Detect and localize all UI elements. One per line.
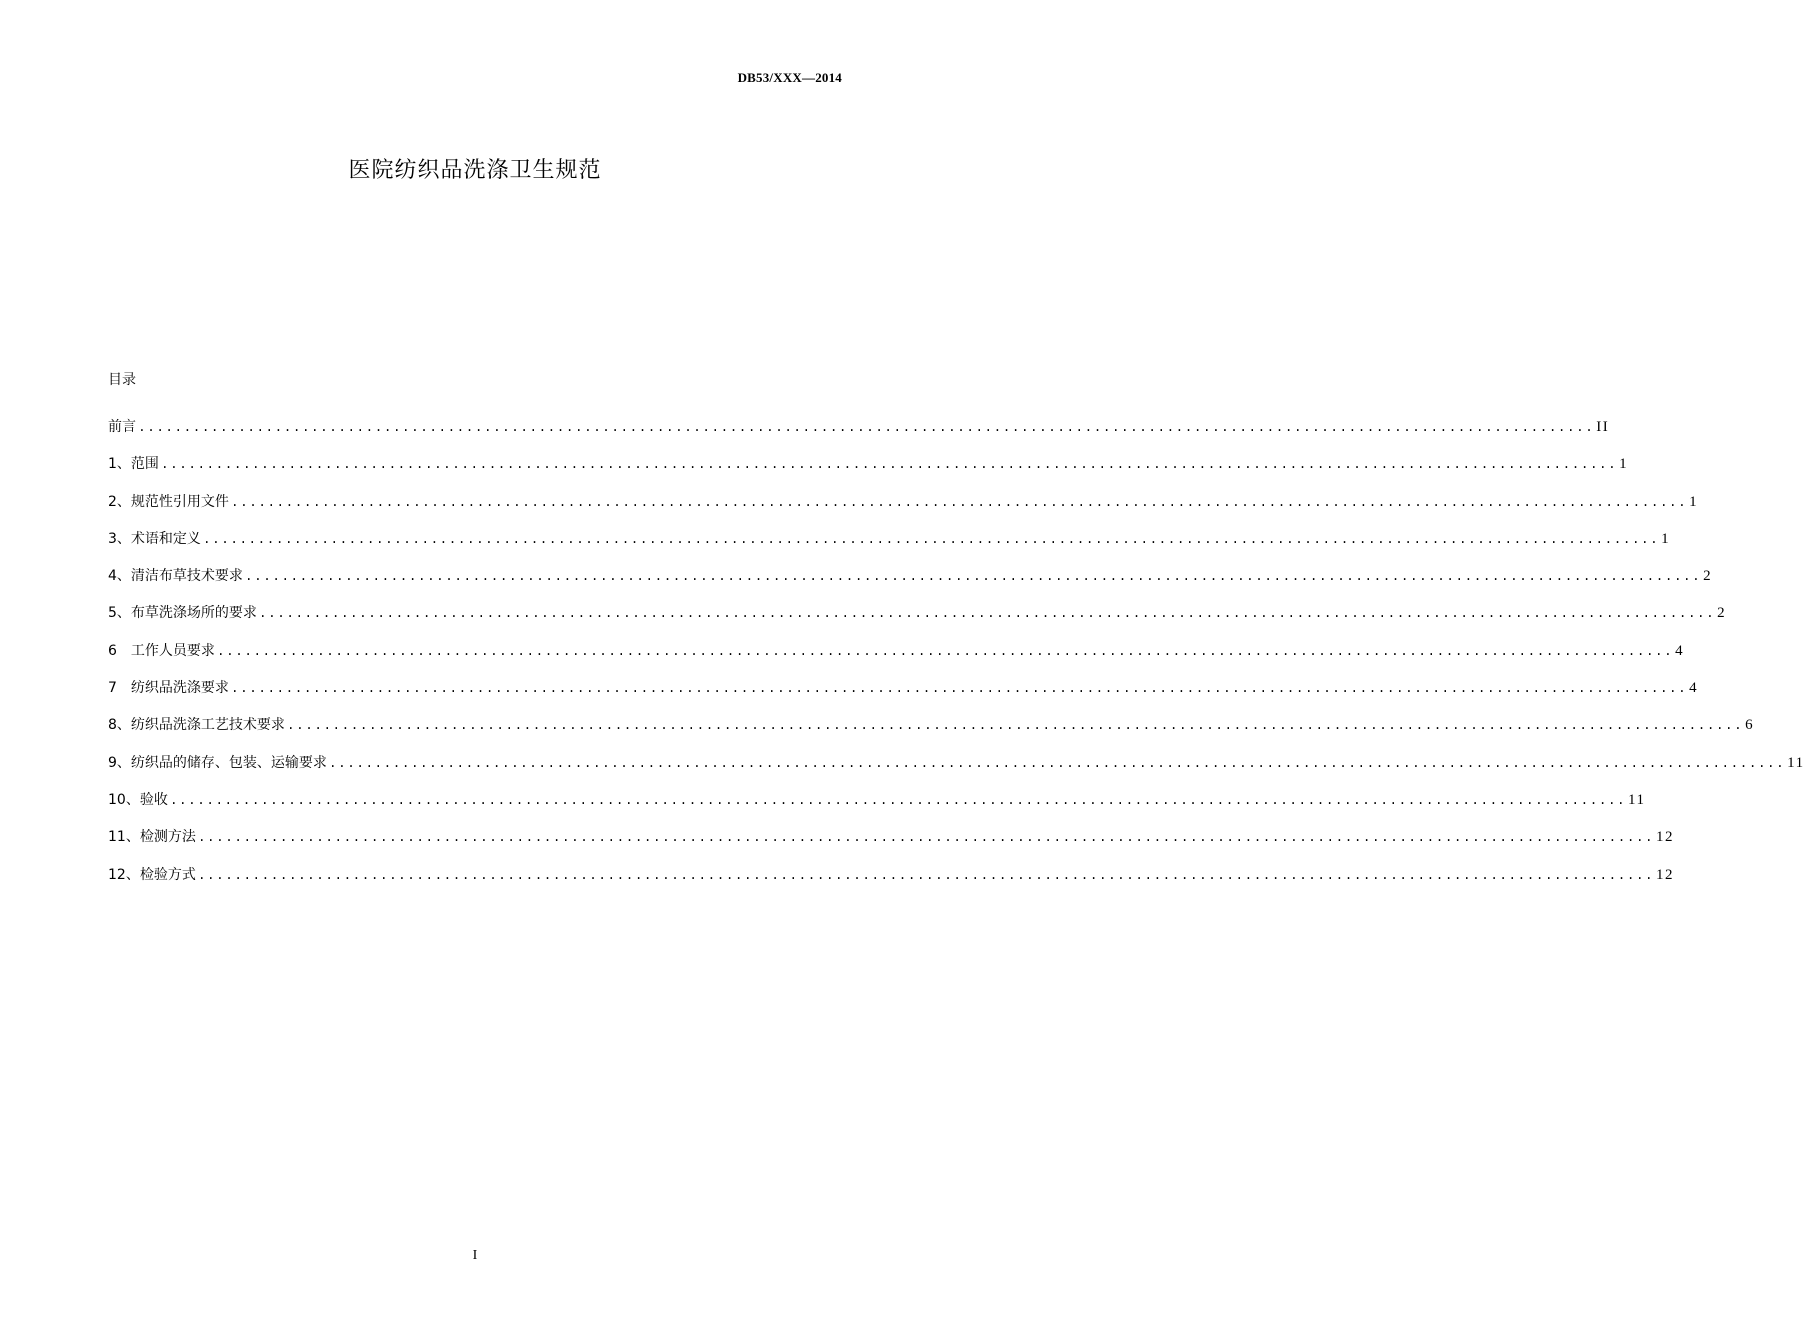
- toc-dot-leader: ................................................................................................................................................................: [230, 681, 1688, 697]
- toc-entry[interactable]: [108, 453, 1629, 490]
- toc-dot-leader: ................................................................................................................................................................: [138, 420, 1595, 435]
- toc-entry-page[interactable]: 11: [1787, 754, 1805, 771]
- toc-entry[interactable]: [108, 864, 1675, 901]
- toc-entry-page[interactable]: 2: [1717, 605, 1727, 622]
- toc-dot-leader: ................................................................................................................................................................: [202, 531, 1660, 547]
- toc-entry-page[interactable]: 12: [1656, 866, 1675, 883]
- toc-entry-page[interactable]: 4: [1675, 642, 1685, 659]
- toc-entry-page[interactable]: 12: [1656, 829, 1675, 846]
- toc-entry-page[interactable]: 1: [1689, 493, 1699, 510]
- toc-entry-page[interactable]: 4: [1689, 680, 1699, 697]
- toc-dot-leader: ................................................................................................................................................................: [197, 830, 1655, 846]
- toc-entry-page[interactable]: 11: [1628, 791, 1646, 808]
- page-number: I: [472, 1248, 478, 1263]
- toc-entry-label[interactable]: 11、检测方法: [108, 829, 196, 846]
- table-of-contents: [108, 416, 1805, 901]
- toc-entry-label[interactable]: 5、布草洗涤场所的要求: [108, 605, 257, 622]
- toc-dot-leader: ................................................................................................................................................................: [230, 494, 1688, 510]
- toc-entry-label[interactable]: 4、清洁布草技术要求: [108, 568, 243, 585]
- toc-entry[interactable]: [108, 826, 1675, 863]
- toc-entry-label[interactable]: 前言: [108, 419, 136, 435]
- toc-dot-leader: ................................................................................................................................................................: [328, 755, 1786, 771]
- toc-entry-label[interactable]: 3、术语和定义: [108, 530, 201, 547]
- toc-entry-label[interactable]: 7 纺织品洗涤要求: [108, 680, 229, 697]
- toc-entry[interactable]: [108, 789, 1646, 826]
- document-code: DB53/XXX—2014: [737, 70, 842, 85]
- toc-entry[interactable]: [108, 640, 1685, 677]
- toc-entry-label[interactable]: 1、范围: [108, 456, 159, 473]
- toc-dot-leader: ................................................................................................................................................................: [286, 718, 1744, 734]
- toc-heading: 目录: [108, 372, 136, 388]
- document-title: 医院纺织品洗涤卫生规范: [348, 158, 602, 183]
- toc-entry-page[interactable]: 6: [1745, 717, 1755, 734]
- toc-dot-leader: ................................................................................................................................................................: [258, 606, 1716, 622]
- toc-entry-page[interactable]: 2: [1703, 568, 1713, 585]
- toc-entry-label[interactable]: 10、验收: [108, 791, 168, 808]
- toc-dot-leader: ................................................................................................................................................................: [216, 643, 1674, 659]
- toc-entry-label[interactable]: 2、规范性引用文件: [108, 493, 229, 510]
- toc-entry-label[interactable]: 6 工作人员要求: [108, 642, 215, 659]
- toc-entry[interactable]: [108, 528, 1671, 565]
- toc-entry[interactable]: [108, 714, 1755, 751]
- toc-entry-label[interactable]: 12、检验方式: [108, 866, 196, 883]
- toc-entry[interactable]: [108, 677, 1699, 714]
- toc-entry-page[interactable]: 1: [1619, 456, 1629, 473]
- toc-entry[interactable]: [108, 416, 1610, 453]
- toc-dot-leader: ................................................................................................................................................................: [244, 569, 1702, 585]
- toc-dot-leader: ................................................................................................................................................................: [197, 867, 1655, 883]
- toc-entry-page[interactable]: II: [1596, 419, 1610, 435]
- toc-dot-leader: ................................................................................................................................................................: [160, 457, 1618, 473]
- toc-entry[interactable]: [108, 491, 1699, 528]
- toc-entry-page[interactable]: 1: [1661, 530, 1671, 547]
- toc-dot-leader: ................................................................................................................................................................: [169, 792, 1627, 808]
- toc-entry-label[interactable]: 8、纺织品洗涤工艺技术要求: [108, 717, 285, 734]
- toc-entry[interactable]: [108, 752, 1805, 789]
- toc-entry-label[interactable]: 9、纺织品的储存、包装、运输要求: [108, 754, 327, 771]
- toc-entry[interactable]: [108, 565, 1713, 602]
- toc-entry[interactable]: [108, 602, 1727, 639]
